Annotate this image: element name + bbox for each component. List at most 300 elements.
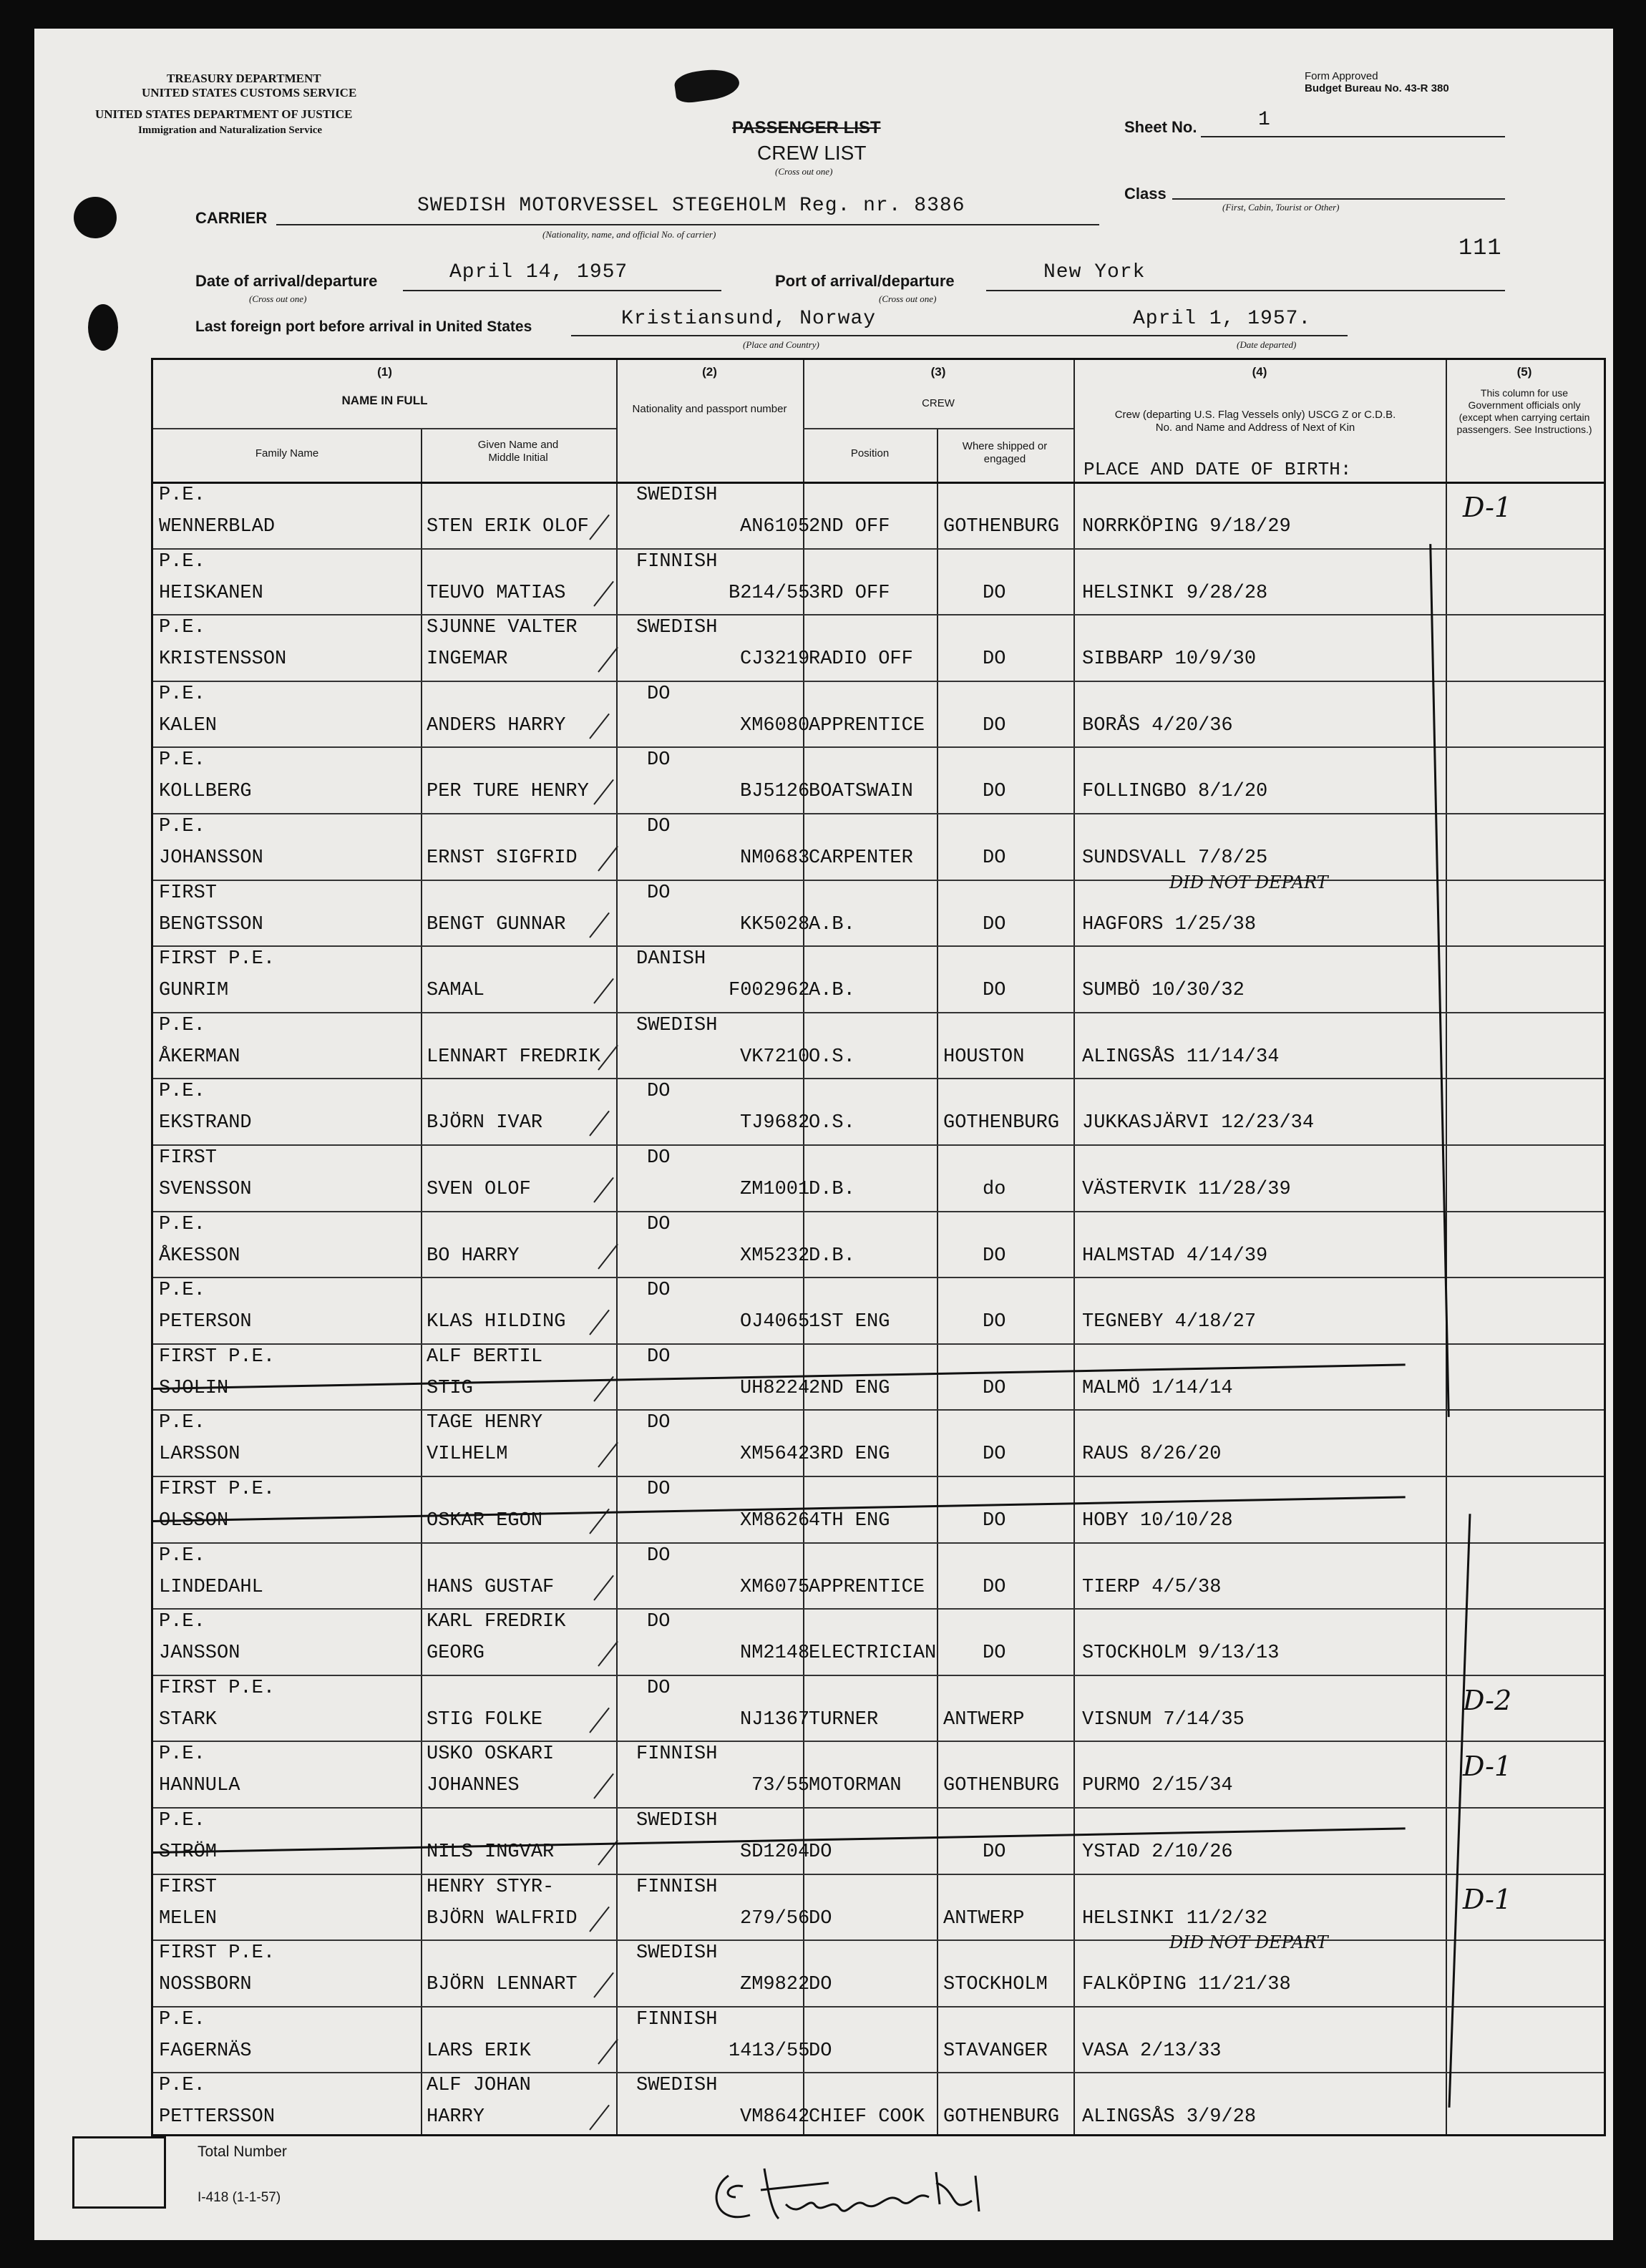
check-mark: [589, 2105, 610, 2131]
check-mark: [589, 912, 610, 938]
family-name: LARSSON: [159, 1444, 240, 1466]
given-name: HANS GUSTAF: [427, 1576, 555, 1598]
row-divider: [153, 880, 1604, 881]
family-name: SVENSSON: [159, 1179, 252, 1200]
family-name: MELEN: [159, 1907, 218, 1929]
port-hint: (Cross out one): [879, 293, 937, 304]
col-family-name: Family Name: [255, 447, 319, 459]
where-shipped: DO: [983, 781, 1006, 803]
last-port-label: Last foreign port before arrival in United States: [195, 318, 532, 335]
carrier-value: SWEDISH MOTORVESSEL STEGEHOLM Reg. nr. 8386: [417, 195, 965, 217]
given-name: SAMAL: [427, 980, 485, 1002]
crew-position: BOATSWAIN: [809, 781, 913, 803]
where-shipped: DO: [983, 1576, 1006, 1598]
col4-typed-heading: PLACE AND DATE OF BIRTH:: [1083, 459, 1352, 480]
carrier-label: CARRIER: [195, 209, 268, 227]
col5-mark: D-1: [1463, 492, 1512, 523]
col4-title: Crew (departing U.S. Flag Vessels only) USCG Z or C.D.B. No. and Name and Address of Next of Kin: [1114, 409, 1396, 434]
row-divider: [153, 746, 1604, 748]
port-value: New York: [1043, 261, 1146, 283]
birth-place-date: HALMSTAD 4/14/39: [1082, 1245, 1268, 1267]
row-divider: [153, 1807, 1604, 1809]
check-mark: [593, 779, 614, 805]
crew-position: D.B.: [809, 1245, 855, 1267]
col5-mark: D-1: [1463, 1883, 1512, 1915]
row-prefix: FIRST: [159, 1147, 218, 1169]
where-shipped: GOTHENBURG: [943, 1112, 1060, 1134]
row-divider: [153, 1741, 1604, 1742]
passport-number: XM6080: [740, 714, 810, 736]
row-divider: [153, 1675, 1604, 1676]
check-mark: [593, 1575, 614, 1600]
crew-position: CHIEF COOK: [809, 2106, 925, 2128]
title-hint: (Cross out one): [775, 166, 833, 177]
where-shipped: DO: [983, 980, 1006, 1002]
passport-number: NJ1367: [740, 1708, 810, 1731]
nationality: SWEDISH: [636, 1942, 718, 1965]
col4-number: (4): [1252, 365, 1267, 379]
row-prefix: P.E.: [159, 1544, 205, 1567]
where-shipped: DO: [983, 1510, 1006, 1532]
row-prefix: FIRST P.E.: [159, 1345, 276, 1368]
birth-place-date: HELSINKI 9/28/28: [1082, 582, 1268, 604]
where-shipped: DO: [983, 714, 1006, 736]
family-name: SJOLIN: [159, 1377, 229, 1399]
family-name: HEISKANEN: [159, 582, 263, 604]
passport-number: KK5028: [740, 913, 810, 935]
row-prefix: P.E.: [159, 683, 205, 705]
check-mark: [598, 2039, 618, 2065]
row-divider: [153, 1211, 1604, 1212]
given-name-line1: SJUNNE VALTER: [427, 617, 578, 639]
given-name: BJÖRN LENNART: [427, 1974, 578, 1996]
passport-number: VK7210: [740, 1046, 810, 1068]
passport-number: BJ5126: [740, 781, 810, 803]
nationality: FINNISH: [636, 550, 718, 573]
row-prefix: FIRST P.E.: [159, 948, 276, 970]
date-label: Date of arrival/departure: [195, 272, 378, 290]
crew-position: DO: [809, 2040, 832, 2062]
row-divider: [153, 1874, 1604, 1875]
check-mark: [593, 1972, 614, 1998]
date-value: April 14, 1957: [449, 261, 628, 283]
family-name: LINDEDAHL: [159, 1576, 263, 1598]
nationality: DANISH: [636, 948, 706, 970]
given-name: LENNART FREDRIK: [427, 1046, 601, 1068]
total-label: Total Number: [198, 2143, 287, 2160]
given-name: BJÖRN WALFRID: [427, 1907, 578, 1929]
crew-position: O.S.: [809, 1046, 855, 1068]
nationality: DO: [647, 1544, 671, 1567]
birth-place-date: JUKKASJÄRVI 12/23/34: [1082, 1112, 1315, 1134]
agency-customs: UNITED STATES CUSTOMS SERVICE: [142, 86, 357, 99]
handwritten-note: DID NOT DEPART: [1169, 1932, 1328, 1953]
where-shipped: DO: [983, 1377, 1006, 1399]
nationality: FINNISH: [636, 1743, 718, 1766]
check-mark: [589, 1906, 610, 1932]
row-prefix: P.E.: [159, 816, 205, 837]
form-number: I-418 (1-1-57): [198, 2190, 281, 2205]
row-divider: [153, 1409, 1604, 1411]
crew-position: 2ND OFF: [809, 516, 890, 537]
birth-place-date: VISNUM 7/14/35: [1082, 1708, 1245, 1731]
where-shipped: ANTWERP: [943, 1708, 1025, 1731]
row-divider: [153, 945, 1604, 947]
family-name: STRÖM: [159, 1841, 218, 1863]
crew-position: APPRENTICE: [809, 1576, 925, 1598]
class-label: Class: [1124, 185, 1167, 203]
title-crew-list: CREW LIST: [757, 142, 867, 164]
passport-number: NM0683: [740, 847, 810, 869]
given-name: LARS ERIK: [427, 2040, 531, 2062]
where-shipped: GOTHENBURG: [943, 1775, 1060, 1797]
family-name: ÅKERMAN: [159, 1046, 240, 1068]
given-name: STIG: [427, 1377, 473, 1399]
row-prefix: P.E.: [159, 485, 205, 506]
passport-number: ZM1001: [740, 1179, 810, 1200]
given-name: BO HARRY: [427, 1245, 520, 1267]
passport-number: 1413/55: [729, 2040, 810, 2062]
check-mark: [593, 1177, 614, 1203]
crew-position: D.B.: [809, 1179, 855, 1200]
check-mark: [593, 580, 614, 606]
passport-number: SD1204: [740, 1841, 810, 1863]
where-shipped: HOUSTON: [943, 1046, 1025, 1068]
row-divider: [153, 614, 1604, 615]
row-prefix: FIRST P.E.: [159, 1677, 276, 1699]
given-name: GEORG: [427, 1642, 485, 1665]
check-mark: [589, 714, 610, 739]
col-given-name: Given Name and Middle Initial: [477, 439, 559, 464]
birth-place-date: TEGNEBY 4/18/27: [1082, 1311, 1257, 1333]
nationality: DO: [647, 1677, 671, 1699]
family-name: KRISTENSSON: [159, 648, 287, 671]
col2-title: Nationality and passport number: [632, 403, 787, 415]
agency-justice: UNITED STATES DEPARTMENT OF JUSTICE: [95, 107, 353, 121]
given-name: KLAS HILDING: [427, 1311, 566, 1333]
birth-place-date: HELSINKI 11/2/32: [1082, 1907, 1268, 1929]
nationality: DO: [647, 816, 671, 837]
check-mark: [598, 1045, 618, 1071]
nationality: DO: [647, 1081, 671, 1103]
where-shipped: DO: [983, 1841, 1006, 1863]
family-name: KOLLBERG: [159, 781, 252, 803]
row-prefix: P.E.: [159, 1014, 205, 1036]
check-mark: [598, 1442, 618, 1468]
birth-place-date: STOCKHOLM 9/13/13: [1082, 1642, 1280, 1665]
passport-number: XM6075: [740, 1576, 810, 1598]
col1-title: NAME IN FULL: [341, 394, 428, 407]
row-prefix: P.E.: [159, 617, 205, 639]
birth-place-date: FALKÖPING 11/21/38: [1082, 1974, 1291, 1996]
passport-number: 279/56: [740, 1907, 810, 1929]
birth-place-date: RAUS 8/26/20: [1082, 1444, 1222, 1466]
where-shipped: DO: [983, 648, 1006, 671]
col2-number: (2): [702, 365, 717, 379]
where-shipped: DO: [983, 913, 1006, 935]
given-name: VILHELM: [427, 1444, 508, 1466]
given-name-line1: HENRY STYR-: [427, 1876, 555, 1898]
given-name: SVEN OLOF: [427, 1179, 531, 1200]
crew-table: [151, 358, 1606, 2136]
given-name-line1: ALF BERTIL: [427, 1345, 543, 1368]
agency-ins: Immigration and Naturalization Service: [138, 125, 323, 136]
check-mark: [593, 978, 614, 1004]
crew-list-form: [34, 29, 1613, 2240]
family-name: BENGTSSON: [159, 913, 263, 935]
nationality: DO: [647, 749, 671, 772]
family-name: KALEN: [159, 714, 218, 736]
where-shipped: DO: [983, 847, 1006, 869]
given-name: ANDERS HARRY: [427, 714, 566, 736]
col-where-shipped: Where shipped or engaged: [962, 440, 1048, 465]
crew-position: CARPENTER: [809, 847, 913, 869]
where-shipped: GOTHENBURG: [943, 2106, 1060, 2128]
where-shipped: DO: [983, 1245, 1006, 1267]
where-shipped: DO: [983, 1444, 1006, 1466]
given-name-line1: TAGE HENRY: [427, 1412, 543, 1434]
struck-passenger-list: PASSENGER LIST: [732, 118, 881, 137]
row-prefix: P.E.: [159, 2075, 205, 2097]
last-port-value: Kristiansund, Norway: [621, 308, 877, 330]
given-name: JOHANNES: [427, 1775, 520, 1797]
passport-number: XM5642: [740, 1444, 810, 1466]
family-name: EKSTRAND: [159, 1112, 252, 1134]
birth-place-date: HAGFORS 1/25/38: [1082, 913, 1257, 935]
birth-place-date: SIBBARP 10/9/30: [1082, 648, 1257, 671]
passport-number: B214/55: [729, 582, 810, 604]
given-name: HARRY: [427, 2106, 485, 2128]
family-name: OLSSON: [159, 1510, 229, 1532]
carrier-hint: (Nationality, name, and official No. of carrier): [542, 229, 716, 240]
given-name: PER TURE HENRY: [427, 781, 589, 803]
row-prefix: P.E.: [159, 1412, 205, 1434]
birth-place-date: SUMBÖ 10/30/32: [1082, 980, 1245, 1002]
check-mark: [598, 1641, 618, 1667]
given-name: TEUVO MATIAS: [427, 582, 566, 604]
row-divider: [153, 1343, 1604, 1345]
nationality: SWEDISH: [636, 1014, 718, 1036]
birth-place-date: HOBY 10/10/28: [1082, 1510, 1233, 1532]
crew-position: RADIO OFF: [809, 648, 913, 671]
birth-place-date: MALMÖ 1/14/14: [1082, 1377, 1233, 1399]
passport-number: XM8626: [740, 1510, 810, 1532]
where-shipped: STAVANGER: [943, 2040, 1048, 2062]
row-prefix: FIRST: [159, 1876, 218, 1898]
given-name: STEN ERIK OLOF: [427, 516, 589, 537]
date-hint: (Cross out one): [249, 293, 307, 304]
birth-place-date: ALINGSÅS 11/14/34: [1082, 1046, 1280, 1068]
form-approved: Form Approved Budget Bureau No. 43-R 380: [1305, 70, 1449, 94]
row-divider: [153, 2072, 1604, 2073]
where-shipped: ANTWERP: [943, 1907, 1025, 1929]
row-prefix: P.E.: [159, 1213, 205, 1235]
crew-position: MOTORMAN: [809, 1775, 902, 1797]
passport-number: UH8224: [740, 1377, 810, 1399]
row-prefix: FIRST P.E.: [159, 1942, 276, 1965]
row-prefix: P.E.: [159, 550, 205, 573]
given-name: BENGT GUNNAR: [427, 913, 566, 935]
row-divider: [153, 1144, 1604, 1146]
family-name: JOHANSSON: [159, 847, 263, 869]
row-prefix: P.E.: [159, 1280, 205, 1302]
given-name-line1: ALF JOHAN: [427, 2075, 531, 2097]
where-shipped: DO: [983, 1311, 1006, 1333]
family-name: GUNRIM: [159, 980, 229, 1002]
birth-place-date: NORRKÖPING 9/18/29: [1082, 516, 1291, 537]
punch-hole: [74, 197, 117, 238]
given-name: ERNST SIGFRID: [427, 847, 578, 869]
family-name: FAGERNÄS: [159, 2040, 252, 2062]
row-prefix: P.E.: [159, 1743, 205, 1766]
col5-title: This column for use Government officials only (except when carrying certain passengers. See Instructions.): [1456, 387, 1592, 435]
given-name: STIG FOLKE: [427, 1708, 543, 1731]
given-name: INGEMAR: [427, 648, 508, 671]
where-shipped: DO: [983, 582, 1006, 604]
row-divider: [153, 813, 1604, 814]
page-number: 111: [1458, 235, 1502, 261]
crew-position: DO: [809, 1841, 832, 1863]
given-name: BJÖRN IVAR: [427, 1112, 543, 1134]
col5-mark: D-2: [1463, 1684, 1512, 1716]
row-divider: [153, 548, 1604, 550]
row-divider: [153, 1476, 1604, 1477]
crew-position: 3RD ENG: [809, 1444, 890, 1466]
nationality: SWEDISH: [636, 485, 718, 506]
passport-number: AN6105: [740, 516, 810, 537]
place-hint: (Place and Country): [743, 339, 819, 350]
crew-position: DO: [809, 1907, 832, 1929]
col3-title: CREW: [922, 397, 955, 409]
where-shipped: do: [983, 1179, 1006, 1200]
nationality: DO: [647, 683, 671, 705]
birth-place-date: FOLLINGBO 8/1/20: [1082, 781, 1268, 803]
nationality: DO: [647, 1479, 671, 1500]
row-divider: [153, 1012, 1604, 1013]
birth-place-date: BORÅS 4/20/36: [1082, 714, 1233, 736]
passport-number: CJ3219: [740, 648, 810, 671]
crew-position: DO: [809, 1974, 832, 1996]
crew-position: APPRENTICE: [809, 714, 925, 736]
agency-treasury: TREASURY DEPARTMENT: [167, 72, 321, 85]
family-name: JANSSON: [159, 1642, 240, 1665]
row-divider: [153, 1542, 1604, 1544]
nationality: DO: [647, 882, 671, 904]
col5-number: (5): [1516, 365, 1532, 379]
family-name: HANNULA: [159, 1775, 240, 1797]
passport-number: XM5232: [740, 1245, 810, 1267]
nationality: DO: [647, 1280, 671, 1302]
passport-number: OJ4065: [740, 1311, 810, 1333]
col5-mark: D-1: [1463, 1751, 1512, 1783]
row-prefix: FIRST: [159, 882, 218, 904]
nationality: DO: [647, 1412, 671, 1434]
nationality: SWEDISH: [636, 1810, 718, 1831]
given-name-line1: USKO OSKARI: [427, 1743, 555, 1766]
crew-position: A.B.: [809, 913, 855, 935]
row-prefix: P.E.: [159, 1081, 205, 1103]
check-mark: [589, 1111, 610, 1137]
passport-number: 73/55: [751, 1775, 810, 1797]
family-name: NOSSBORN: [159, 1974, 252, 1996]
total-number-box: [72, 2136, 166, 2209]
class-hint: (First, Cabin, Tourist or Other): [1222, 202, 1340, 213]
row-prefix: P.E.: [159, 2008, 205, 2030]
row-divider: [153, 681, 1604, 682]
row-divider: [153, 1277, 1604, 1278]
given-name: OSKAR EGON: [427, 1510, 543, 1532]
check-mark: [589, 1310, 610, 1335]
where-shipped: STOCKHOLM: [943, 1974, 1048, 1996]
row-prefix: P.E.: [159, 1611, 205, 1633]
crew-position: TURNER: [809, 1708, 879, 1731]
nationality: DO: [647, 1611, 671, 1633]
check-mark: [598, 647, 618, 673]
nationality: SWEDISH: [636, 617, 718, 639]
row-divider: [153, 1608, 1604, 1610]
punch-hole: [88, 304, 118, 351]
col1-number: (1): [377, 365, 392, 379]
birth-place-date: SUNDSVALL 7/8/25: [1082, 847, 1268, 869]
date-departed: April 1, 1957.: [1133, 308, 1312, 330]
row-divider: [153, 2006, 1604, 2007]
family-name: STARK: [159, 1708, 218, 1731]
signature: [700, 2147, 1029, 2240]
sheet-number: 1: [1258, 109, 1271, 131]
passport-number: TJ9682: [740, 1112, 810, 1134]
crew-position: A.B.: [809, 980, 855, 1002]
family-name: ÅKESSON: [159, 1245, 240, 1267]
family-name: PETERSON: [159, 1311, 252, 1333]
crew-position: ELECTRICIAN: [809, 1642, 937, 1665]
birth-place-date: VÄSTERVIK 11/28/39: [1082, 1179, 1291, 1200]
date-departed-hint: (Date departed): [1237, 339, 1297, 350]
passport-number: VM8642: [740, 2106, 810, 2128]
check-mark: [593, 1773, 614, 1799]
nationality: DO: [647, 1345, 671, 1368]
col3-number: (3): [930, 365, 946, 379]
nationality: SWEDISH: [636, 2075, 718, 2097]
given-name-line1: KARL FREDRIK: [427, 1611, 566, 1633]
check-mark: [589, 1708, 610, 1733]
birth-place-date: ALINGSÅS 3/9/28: [1082, 2106, 1257, 2128]
row-prefix: FIRST P.E.: [159, 1479, 276, 1500]
birth-place-date: PURMO 2/15/34: [1082, 1775, 1233, 1797]
crew-position: 3RD OFF: [809, 582, 890, 604]
check-mark: [598, 1243, 618, 1269]
where-shipped: DO: [983, 1642, 1006, 1665]
row-prefix: P.E.: [159, 1810, 205, 1831]
col-position: Position: [850, 447, 890, 459]
row-divider: [153, 1940, 1604, 1941]
check-mark: [589, 515, 610, 540]
given-name: NILS INGVAR: [427, 1841, 555, 1863]
port-label: Port of arrival/departure: [775, 272, 955, 290]
nationality: DO: [647, 1213, 671, 1235]
crew-position: 1ST ENG: [809, 1311, 890, 1333]
nationality: FINNISH: [636, 1876, 718, 1898]
crew-position: O.S.: [809, 1112, 855, 1134]
handwritten-note: DID NOT DEPART: [1169, 872, 1328, 892]
nationality: FINNISH: [636, 2008, 718, 2030]
family-name: WENNERBLAD: [159, 516, 276, 537]
row-prefix: P.E.: [159, 749, 205, 772]
sheet-label: Sheet No.: [1124, 118, 1197, 136]
birth-place-date: YSTAD 2/10/26: [1082, 1841, 1233, 1863]
family-name: PETTERSSON: [159, 2106, 276, 2128]
birth-place-date: VASA 2/13/33: [1082, 2040, 1222, 2062]
passport-number: ZM9822: [740, 1974, 810, 1996]
